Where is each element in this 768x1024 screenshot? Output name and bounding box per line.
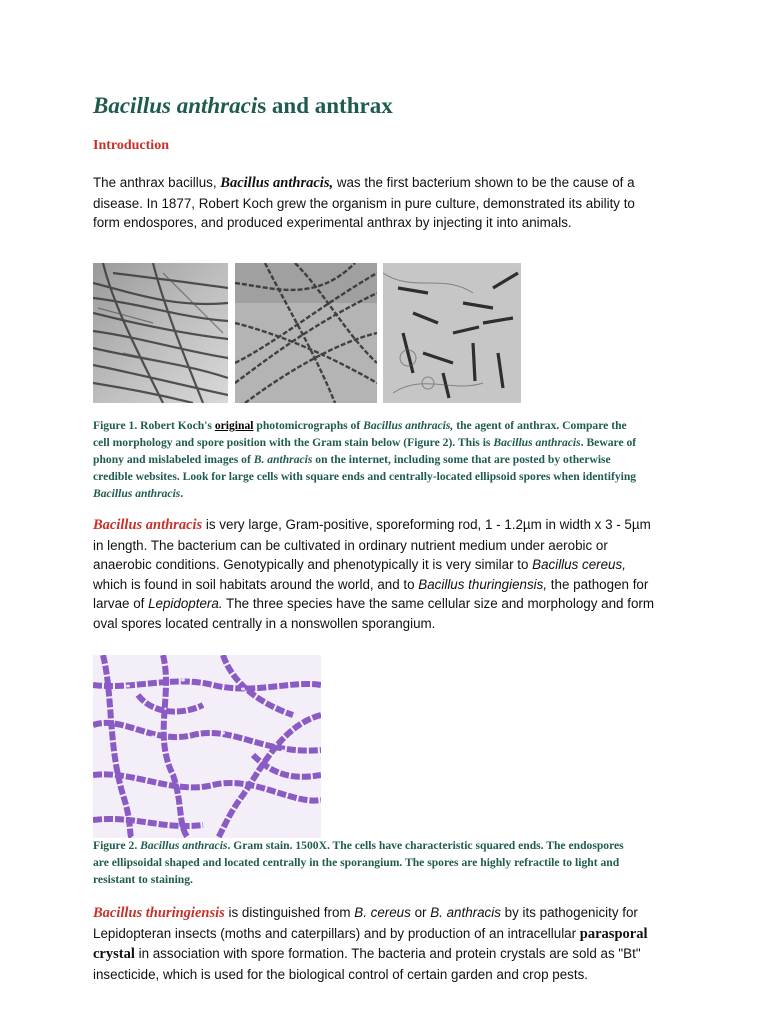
figure-1-caption xyxy=(93,418,641,503)
para3-parasporal-crystal: parasporal crystal xyxy=(93,925,648,963)
koch-micrograph-2 xyxy=(235,263,377,403)
intro-species-name: Bacillus anthracis, xyxy=(220,175,334,191)
fig1-caption-original: original xyxy=(214,419,254,432)
paragraph-bacillus-thuringiensis xyxy=(93,903,658,984)
figure-2-caption xyxy=(93,838,641,889)
page-title xyxy=(93,93,393,119)
fig2-caption-text-3: . Gram stain. 1500X. The cells have characteristic squared ends. The endospores are ellipsoidal shaped and located centrally in the sporangium. The spores are highly refractile to light and resistant to staining. xyxy=(93,839,624,886)
koch-micrograph-3 xyxy=(383,263,521,403)
fig1-caption-species-3: B. anthracis xyxy=(253,452,313,466)
fig1-caption-text-9: on the internet, including some that are posted by otherwise credible websites. Look for large cells with square ends and centrally-located ellipsoid spores when identifying xyxy=(93,452,637,483)
para3-species-name: Bacillus thuringiensis xyxy=(93,905,225,921)
para2-species-thuringiensis: Bacillus thuringiensis, xyxy=(418,576,548,592)
title-rest: s and anthrax xyxy=(257,93,393,118)
intro-text-2: was the first bacterium shown to be the cause of a disease. In 1877, Robert Koch grew the organism in pure culture, demonstrated its ability to form endospores, and produced experimental anthrax by injecting it into animals. xyxy=(93,175,635,231)
para2-species-cereus: Bacillus cereus, xyxy=(532,557,626,573)
para3-text-1: is distinguished from xyxy=(224,905,355,920)
koch-micrograph-1 xyxy=(93,263,228,403)
fig1-caption-text-3: photomicrographs of xyxy=(253,419,364,432)
para2-text-1: is very large, Gram-positive, sporeforming rod, 1 - 1.2µm in width x 3 - 5µm in length. The bacterium can be cultivated in ordinary nutrient medium under aerobic or anaerobic conditions. Genotypically and phenotypically it is very similar to xyxy=(93,517,651,573)
intro-paragraph xyxy=(93,173,658,233)
para3-species-cereus: B. cereus xyxy=(354,905,411,920)
fig2-caption-species: Bacillus anthracis xyxy=(140,839,228,852)
fig1-caption-text-7: . Beware of phony and mislabeled images of xyxy=(93,435,637,466)
fig1-caption-species-2: Bacillus anthracis xyxy=(493,435,581,449)
para2-text-4: The three species have the same cellular size and morphology and form oval spores located centrally in a nonswollen sporangium. xyxy=(93,596,655,631)
title-italic: Bacillus anthraci xyxy=(93,93,258,118)
para3-text-3: by its pathogenicity for Lepidopteran insects (moths and caterpillars) and by production of an intracellular xyxy=(93,905,638,941)
fig1-caption-species-4: Bacillus anthracis xyxy=(93,486,181,500)
section-heading-introduction: Introduction xyxy=(93,138,169,153)
intro-text-1: The anthrax bacillus, xyxy=(93,175,221,190)
fig1-caption-species-1: Bacillus anthracis, xyxy=(363,419,454,432)
fig2-caption-text-1: Figure 2. xyxy=(93,839,141,852)
para2-lepidoptera: Lepidoptera. xyxy=(148,596,223,612)
para3-text-4: in association with spore formation. The bacteria and protein crystals are sold as "Bt" insecticide, which is used for the biological control of certain garden and crop pests. xyxy=(93,946,641,982)
fig1-caption-text-1: Figure 1. Robert Koch's xyxy=(93,419,215,432)
para2-text-2: which is found in soil habitats around the world, and to xyxy=(93,576,419,592)
para3-text-2: or xyxy=(410,905,431,920)
para2-text-3: the pathogen for larvae of xyxy=(93,576,649,612)
para2-species-name: Bacillus anthracis xyxy=(93,517,203,533)
fig1-caption-text-11: . xyxy=(180,486,184,500)
gram-stain-image xyxy=(93,655,321,838)
paragraph-bacillus-anthracis xyxy=(93,515,658,634)
para3-species-anthracis: B. anthracis xyxy=(430,905,501,920)
fig1-caption-text-5: the agent of anthrax. Compare the cell morphology and spore position with the Gram stain below (Figure 2). This is xyxy=(93,419,627,449)
